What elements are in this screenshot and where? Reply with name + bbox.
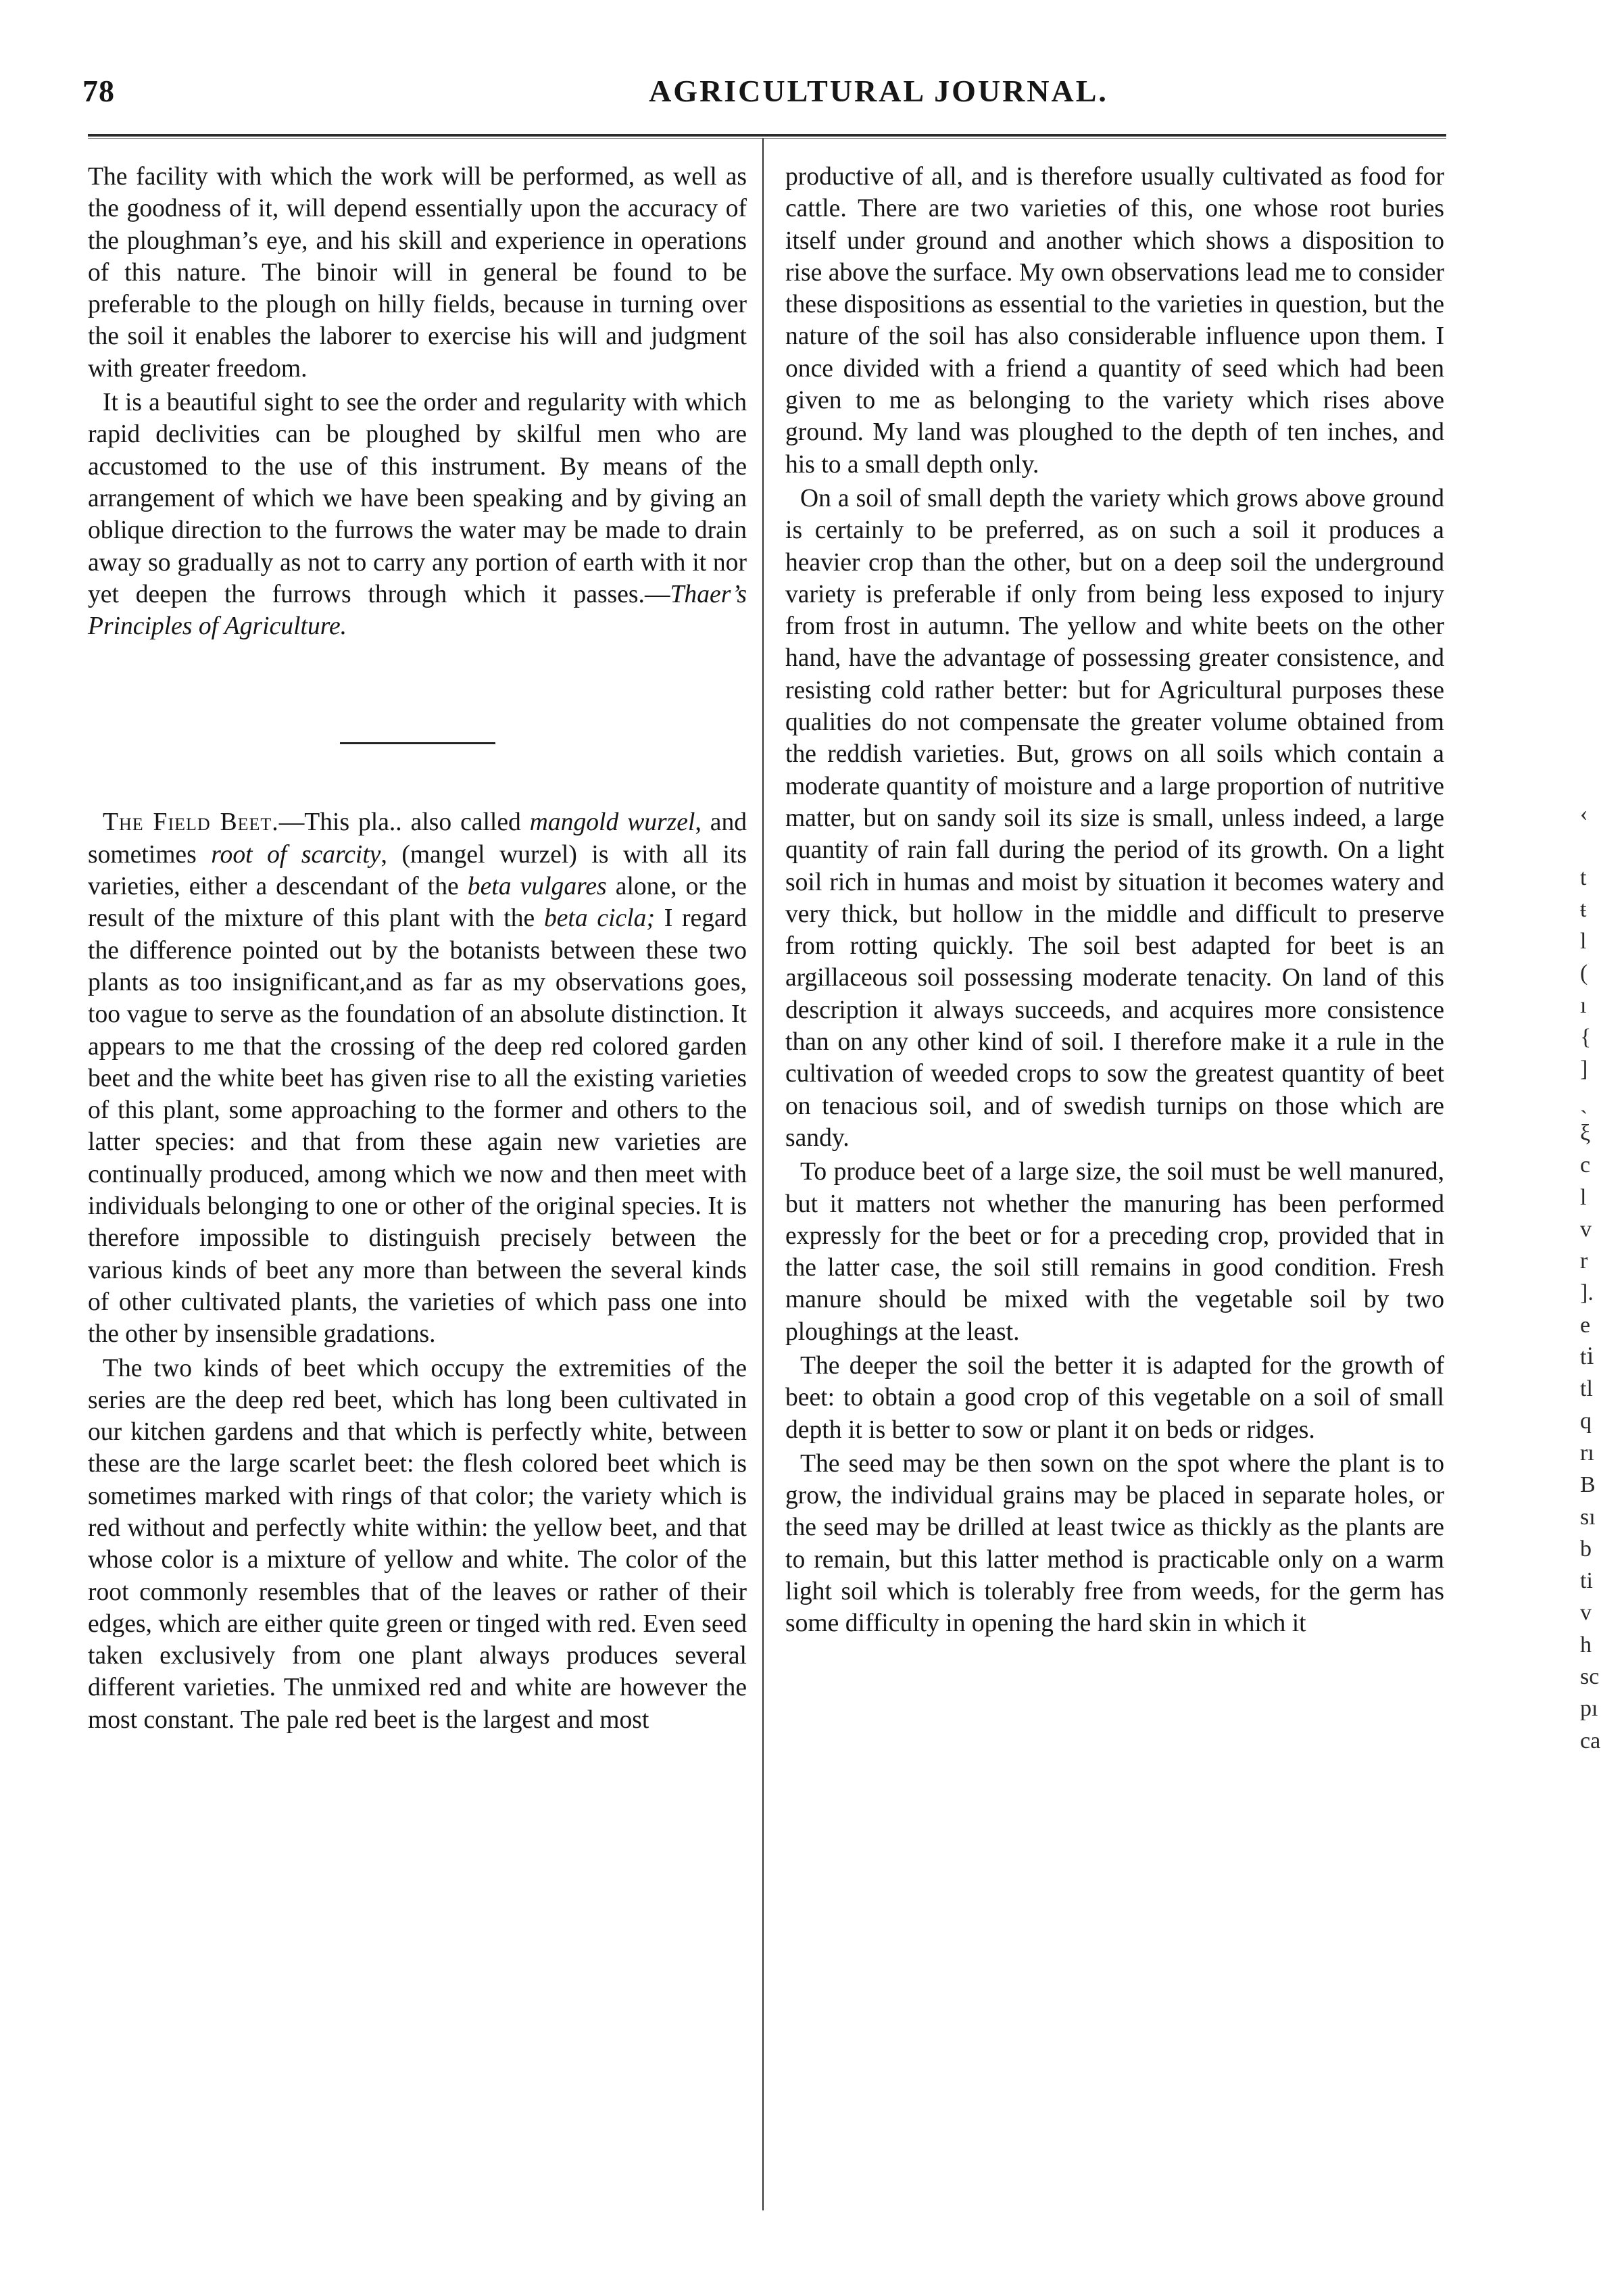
section-separator	[340, 742, 495, 744]
edge-fragment: q	[1580, 1408, 1592, 1434]
edge-fragment: ‹	[1580, 801, 1588, 826]
edge-fragment: v	[1580, 1216, 1592, 1242]
header-rule	[88, 134, 1446, 139]
edge-fragment: ca	[1580, 1728, 1601, 1753]
edge-fragment: pı	[1580, 1696, 1598, 1722]
edge-fragment: ŧ	[1580, 896, 1587, 922]
paragraph: To produce beet of a large size, the soil must be well manured, but it matters not whether the manuring has been performed expressly for the beet or for a preceding crop, provided that in the latter case, the soil still remains in good condition. Fresh manure should be mixed with the vegetable soil by two ploughings at the least.	[785, 1158, 1444, 1346]
edge-fragment: B	[1580, 1472, 1596, 1498]
paragraph: The deeper the soil the better it is adapted for the growth of beet: to obtain a good crop of this vegetable on a soil of small depth it is better to sow or plant it on beds or ridges.	[785, 1351, 1444, 1444]
article-text: , (mangel wurzel) is with all its varieties, either a descendant of the	[88, 840, 747, 901]
edge-fragment: l	[1580, 1184, 1587, 1210]
column-divider	[762, 139, 764, 2210]
edge-fragment: h	[1580, 1632, 1592, 1657]
article-text: beta cicla;	[543, 904, 655, 933]
edge-fragment: {	[1580, 1025, 1592, 1050]
page-number: 78	[82, 74, 115, 108]
paragraph: The facility with which the work will be performed, as well as the goodness of it, will depend essentially upon the accuracy of the ploughman’s eye, and his skill and experience in operations of this nature. The binoir will in general be found to be preferable to the plough on hilly fields, because in turning over the soil it enables the laborer to exercise his will and judgment with greater freedom.	[88, 163, 747, 383]
edge-fragment: tⅰ	[1580, 1344, 1594, 1370]
paragraph: productive of all, and is therefore usually cultivated as food for cattle. There are two varieties of this, one whose root buries itself under ground and another which shows a disposition to rise above the surface. My own observations lead me to consider these dispositions as essential to the varieties in question, but the nature of the soil has also considerable influence upon them. I once divided with a friend a quantity of seed which had been given to me as belonging to the variety which rises above ground. My land was ploughed to the depth of ten inches, and his to a small depth only.	[785, 163, 1444, 479]
edge-fragment: ˏ	[1580, 1088, 1588, 1114]
edge-fragment: l	[1580, 929, 1587, 954]
edge-fragment: b	[1580, 1536, 1592, 1561]
edge-fragment: v	[1580, 1600, 1592, 1626]
edge-fragment: sc	[1580, 1664, 1600, 1690]
article-text: I regard the difference pointed out by the botanists between these two plants as too insignificant,and as far as my observations goes, too vague to serve as the foundation of an absolute distinction. It appears to me that the crossing of the deep red colored garden beet and the white beet has given rise to all the existing varieties of this plant, some approaching to the former and others to the latter species: and that from these again new varieties are continually produced, among which we now and then meet with individuals belonging to one or other of the original species. It is therefore impossible to distinguish precisely between the various kinds of beet any more than between the several kinds of other cultivated plants, the varieties of which pass one into the other by insensible gradations.	[88, 904, 747, 1349]
edge-fragment: (	[1580, 961, 1588, 986]
edge-fragment: rı	[1580, 1440, 1594, 1465]
edge-fragment	[1580, 829, 1621, 861]
article-text: alone, or the result of the mixture of this plant with the	[88, 873, 747, 933]
edge-fragment: ]	[1580, 1057, 1588, 1082]
article-paragraph	[88, 806, 747, 1350]
article-text: —This pla.. also called	[278, 808, 530, 837]
edge-fragment: e	[1580, 1312, 1591, 1338]
adjacent-page-edge	[1580, 798, 1621, 1757]
article-text: , and sometimes	[88, 808, 747, 869]
paragraph: On a soil of small depth the variety which grows above ground is certainly to be preferred, as on such a soil it produces a heavier crop than the other, but on a deep soil the underground variety is preferable if only from being less exposed to injury from frost in autumn. The yellow and white beets on the other hand, have the advantage of possessing greater consistence, and resisting cold rather better: but for Agricultural purposes these qualities do not compensate the greater volume obtained from the reddish varieties. But, grows on all soils which contain a moderate quantity of moisture and a large proportion of nutritive matter, but on sandy soil its size is small, unless indeed, a large quantity of rain fall during the period of its growth. On a light soil rich in humas and moist by situation it becomes watery and very thick, but hollow in the middle and difficult to preserve from rotting quickly. The soil best adapted for beet is an argillaceous soil possessing moderate tenacity. On land of this description it always succeeds, and acquires more consistence than on any other kind of soil. I therefore make it a rule in the cultivation of weeded crops to sow the greatest quantity of beet on tenacious soil, and of swedish turnips on those which are sandy.	[785, 484, 1444, 1152]
source-citation: Thaer’s Principles of Agriculture.	[88, 580, 747, 641]
paragraph-text: It is a beautiful sight to see the order and regularity with which rapid declivities can be ploughed by skilful men who are accustomed to the use of this instrument. By means of the arrangement of which we have been speaking and by giving an oblique direction to the furrows the water may be made to drain away so gradually as not to carry any portion of earth with it nor yet deepen the furrows through which it passes.—	[88, 389, 747, 608]
left-column	[88, 161, 747, 1736]
edge-fragment: sı	[1580, 1504, 1596, 1530]
edge-fragment: tl	[1580, 1376, 1593, 1402]
paragraph: The seed may be then sown on the spot where the plant is to grow, the individual grains may be placed in separate holes, or the seed may be drilled at least twice as thickly as the plants are to remain, but this latter method is practicable only on a warm light soil which is tolerably free from weeds, for the germ has some difficulty in opening the hard skin in which it	[785, 1449, 1444, 1638]
paragraph: The two kinds of beet which occupy the extremities of the series are the deep red beet, which has long been cultivated in our kitchen gardens and that which is perfectly white, between these are the large scarlet beet: the flesh colored beet which is sometimes marked with rings of that color; the variety which is red without and perfectly white within: the yellow beet, and that whose color is a mixture of yellow and white. The color of the root commonly resembles that of the leaves or rather of their edges, which are either quite green or tinged with red. Even seed taken exclusively from one plant always produces several different varieties. The unmixed red and white are however the most constant. The pale red beet is the largest and most	[88, 1354, 747, 1734]
article-text: mangold wurzel	[529, 808, 695, 837]
running-head: AGRICULTURAL JOURNAL.	[649, 74, 1108, 108]
edge-fragment: r	[1580, 1249, 1588, 1274]
article-text: beta vulgares	[467, 873, 607, 901]
article-title: The Field Beet.	[103, 808, 279, 837]
edge-fragment: c	[1580, 1153, 1591, 1178]
edge-fragment: ].	[1580, 1280, 1594, 1306]
right-column	[785, 161, 1444, 1640]
edge-fragment: ı	[1580, 992, 1587, 1018]
paragraph	[88, 387, 747, 642]
edge-fragment: ξ	[1580, 1120, 1591, 1146]
edge-fragment: t	[1580, 865, 1587, 890]
edge-fragment: ti	[1580, 1568, 1593, 1594]
article-text: root of scarcity	[211, 840, 381, 869]
